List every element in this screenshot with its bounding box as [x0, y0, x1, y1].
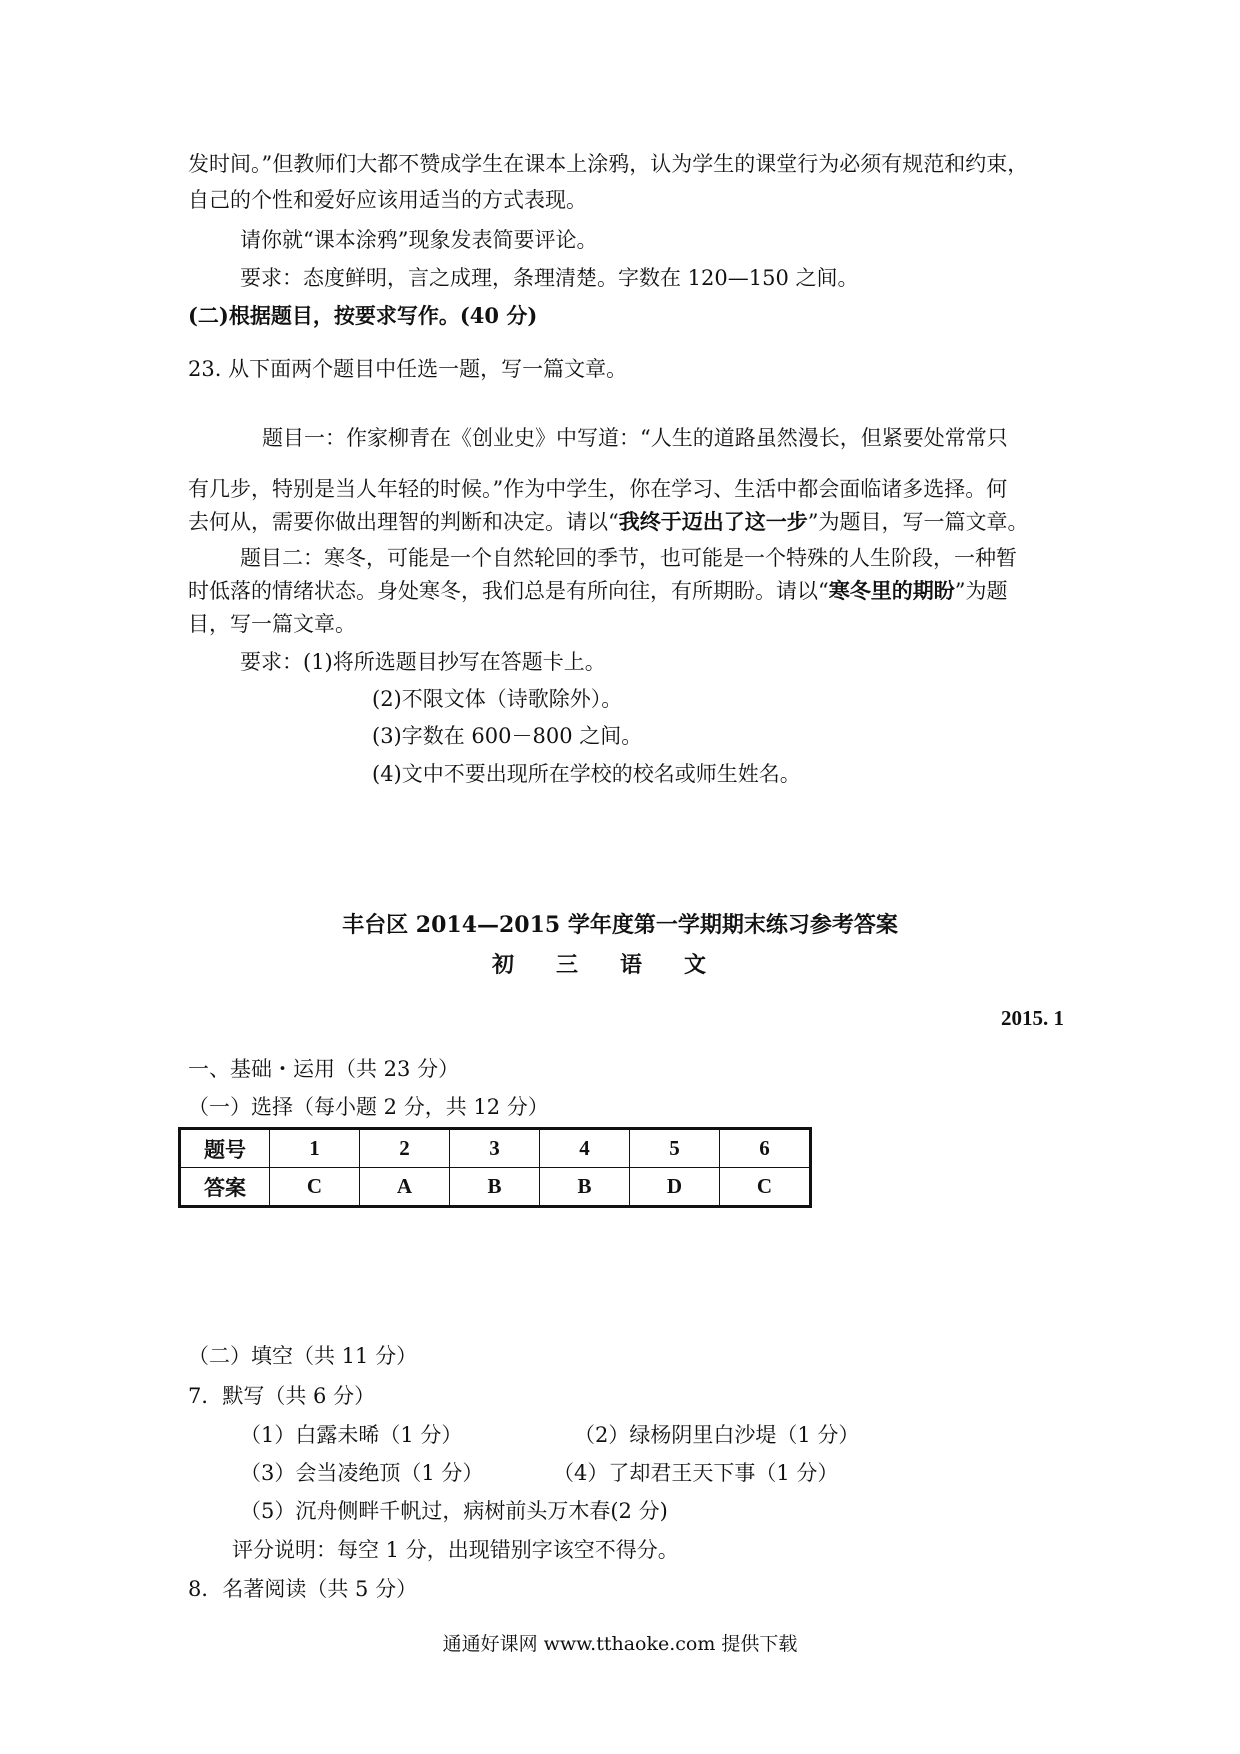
question-number-cell: 1	[270, 1129, 360, 1168]
question-7: 7．默写（共 6 分）	[188, 1384, 376, 1408]
topic1-line-3-prefix: 去何从，需要你做出理智的判断和决定。请以“	[188, 510, 619, 534]
answer-table-answer-row	[180, 1168, 811, 1207]
question-number-cell: 5	[630, 1129, 720, 1168]
answer-key-date: 2015. 1	[1001, 1006, 1064, 1030]
row-label-number: 题号	[180, 1129, 270, 1168]
scoring-note: 评分说明：每空 1 分，出现错别字该空不得分。	[232, 1538, 679, 1562]
topic2-line-2-prefix: 时低落的情绪状态。身处寒冬，我们总是有所向往，有所期盼。请以“	[188, 579, 829, 603]
prompt-line-1: 发时间。”但教师们大都不赞成学生在课本上涂鸦，认为学生的课堂行为必须有规范和约束，	[188, 152, 1029, 176]
topic1-title: 我终于迈出了这一步	[618, 509, 808, 534]
q7-answer-5: （5）沉舟侧畔千帆过，病树前头万木春(2 分)	[240, 1499, 668, 1523]
topic2-title: 寒冬里的期盼	[828, 578, 955, 603]
page-footer: 通通好课网 www.tthaoke.com 提供下载	[442, 1633, 798, 1655]
topic2-line-2	[188, 576, 1007, 606]
topic1-line-1: 题目一：作家柳青在《创业史》中写道：“人生的道路虽然漫长，但紧要处常常只	[262, 426, 1008, 450]
answer-key-title: 丰台区 2014—2015 学年度第一学期期末练习参考答案	[342, 912, 898, 938]
question-number-cell: 4	[540, 1129, 630, 1168]
answer-cell: C	[720, 1168, 811, 1207]
requirement-4: (4)文中不要出现所在学校的校名或师生姓名。	[372, 762, 801, 786]
requirement-3: (3)字数在 600－800 之间。	[372, 724, 643, 748]
question-23: 23. 从下面两个题目中任选一题，写一篇文章。	[188, 357, 628, 381]
prompt-requirement: 要求：态度鲜明，言之成理，条理清楚。字数在 120—150 之间。	[240, 266, 859, 290]
question-number-cell: 3	[450, 1129, 540, 1168]
answer-cell: C	[270, 1168, 360, 1207]
prompt-instruction: 请你就“课本涂鸦”现象发表简要评论。	[240, 228, 598, 252]
row-label-answer: 答案	[180, 1168, 270, 1207]
topic1-line-2: 有几步，特别是当人年轻的时候。”作为中学生，你在学习、生活中都会面临诸多选择。何	[188, 477, 1008, 501]
q7-answer-3: （3）会当凌绝顶（1 分）	[240, 1461, 484, 1485]
fill-heading: （二）填空（共 11 分）	[188, 1344, 418, 1368]
part1-heading: 一、基础・运用（共 23 分）	[188, 1057, 460, 1081]
writing-heading: (二)根据题目，按要求写作。(40 分)	[188, 303, 538, 328]
topic2-line-2-suffix: ”为题	[954, 579, 1008, 603]
q7-answer-2: （2）绿杨阴里白沙堤（1 分）	[574, 1423, 860, 1447]
question-number-cell: 6	[720, 1129, 811, 1168]
q7-answer-1: （1）白露未晞（1 分）	[240, 1423, 463, 1447]
answer-cell: D	[630, 1168, 720, 1207]
answer-table	[178, 1127, 812, 1208]
topic2-line-1: 题目二：寒冬，可能是一个自然轮回的季节，也可能是一个特殊的人生阶段，一种暂	[240, 546, 1017, 570]
topic1-line-3	[188, 507, 1028, 537]
answer-key-subject: 初三语文	[491, 952, 748, 978]
question-8: 8．名著阅读（共 5 分）	[188, 1577, 418, 1601]
topic1-line-3-suffix: ”为题目，写一篇文章。	[807, 510, 1029, 534]
choice-heading: （一）选择（每小题 2 分，共 12 分）	[188, 1095, 549, 1119]
answer-cell: B	[540, 1168, 630, 1207]
prompt-line-2: 自己的个性和爱好应该用适当的方式表现。	[188, 188, 587, 212]
topic2-line-3: 目，写一篇文章。	[188, 612, 356, 636]
requirement-1: 要求：(1)将所选题目抄写在答题卡上。	[240, 650, 606, 674]
question-number-cell: 2	[360, 1129, 450, 1168]
answer-cell: B	[450, 1168, 540, 1207]
answer-table-number-row	[180, 1129, 811, 1168]
requirement-2: (2)不限文体（诗歌除外）。	[372, 687, 623, 711]
q7-answer-4: （4）了却君王天下事（1 分）	[553, 1461, 839, 1485]
answer-cell: A	[360, 1168, 450, 1207]
